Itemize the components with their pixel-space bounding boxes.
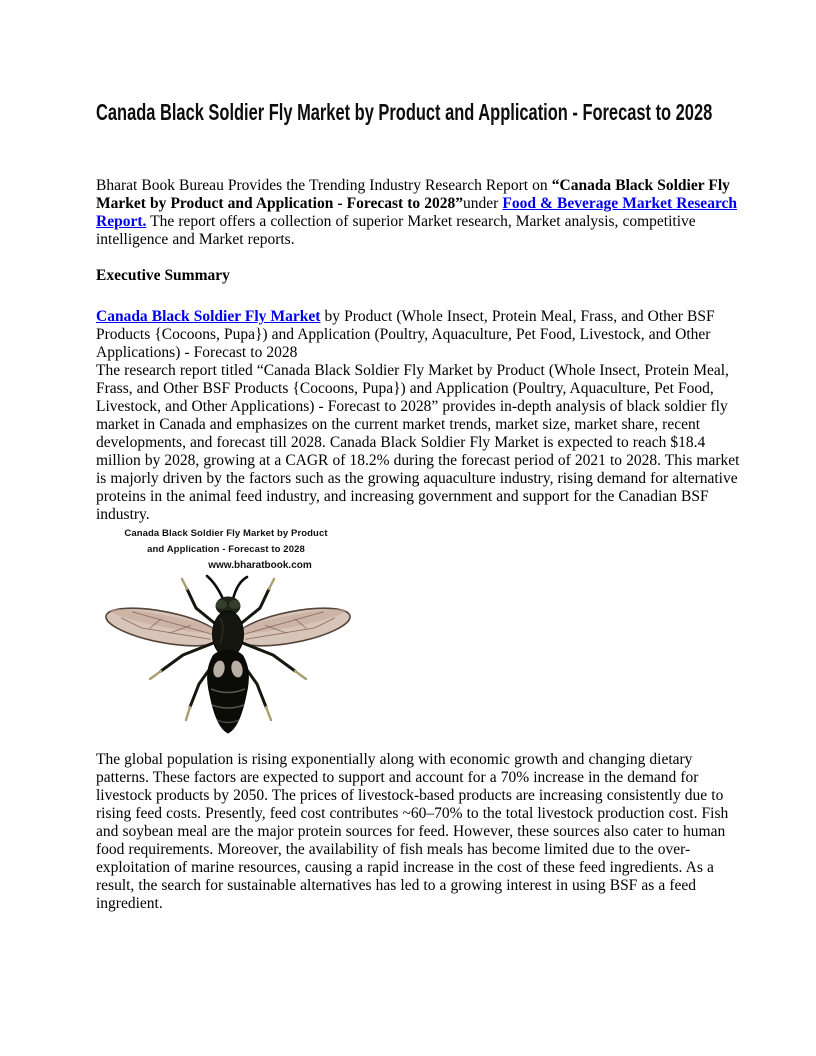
report-figure	[100, 526, 352, 745]
figure-website-label: www.bharatbook.com	[208, 560, 312, 571]
global-population-paragraph: The global population is rising exponentially along with economic growth and changing dietary patterns. These factors are expected to support and account for a 70% increase in the demand for livestock products by 2050. The prices of livestock-based products are increasing consistently due to rising feed costs. Presently, feed cost contributes ~60–70% to the total livestock production cost. Fish and soybean meal are the major protein sources for feed. However, these sources also cater to human food requirements. Moreover, the availability of fish meals has become limited due to the over-exploitation of marine resources, causing a rapid increase in the cost of these feed ingredients. As a result, the search for sustainable alternatives has led to a growing interest in using BSF as a feed ingredient.	[96, 751, 729, 912]
fly-antennae	[207, 576, 247, 599]
fly-body	[208, 597, 249, 734]
black-soldier-fly-image	[100, 574, 356, 745]
figure-caption-line2: and Application - Forecast to 2028	[147, 544, 305, 555]
figure-caption-line1: Canada Black Soldier Fly Market by Product	[124, 528, 328, 539]
text-run: The report offers a collection of superior Market research, Market analysis, competitive intelligence and Market reports.	[96, 213, 696, 248]
text-run: Bharat Book Bureau Provides the Trending Industry Research Report on	[96, 177, 552, 194]
page-title: Canada Black Soldier Fly Market by Product and Application - Forecast to 2028	[96, 99, 713, 125]
fly-thorax	[213, 611, 244, 657]
text-run: “Canada Black Soldier Fly Market by Product and Application - Forecast to 2028”	[96, 177, 730, 212]
intro-paragraph	[96, 177, 744, 249]
inline-link[interactable]: Canada Black Soldier Fly Market	[96, 308, 321, 325]
black-soldier-fly-illustration	[100, 574, 356, 740]
inline-link[interactable]: Food & Beverage Market Research Report.	[96, 195, 738, 230]
research-report-paragraph: The research report titled “Canada Black Soldier Fly Market by Product (Whole Insect, Protein Meal, Frass, and Other BSF Products {Cocoons, Pupa}) and Application (Poultry, Aquaculture, Pet Food, Livestock, and Other Applications) - Forecast to 2028” provides in-depth analysis of black soldier fly market in Canada and emphasizes on the current market trends, market size, market share, recent developments, and forecast till 2028. Canada Black Soldier Fly Market is expected to reach $18.4 million by 2028, growing at a CAGR of 18.2% during the forecast period of 2021 to 2028. This market is majorly driven by the factors such as the growing aquaculture industry, rising demand for alternative proteins in the animal feed industry, and increasing government and support for the Canadian BSF industry.	[96, 362, 740, 523]
text-run: under	[463, 195, 503, 212]
market-scope-paragraph	[96, 308, 744, 362]
executive-summary-heading: Executive Summary	[96, 267, 230, 284]
text-run: by Product (Whole Insect, Protein Meal, Frass, and Other BSF Products {Cocoons, Pupa}) and Application (Poultry, Aquaculture, Pet Food, Livestock, and Other Applications) - Forecast to 2028	[96, 308, 715, 361]
